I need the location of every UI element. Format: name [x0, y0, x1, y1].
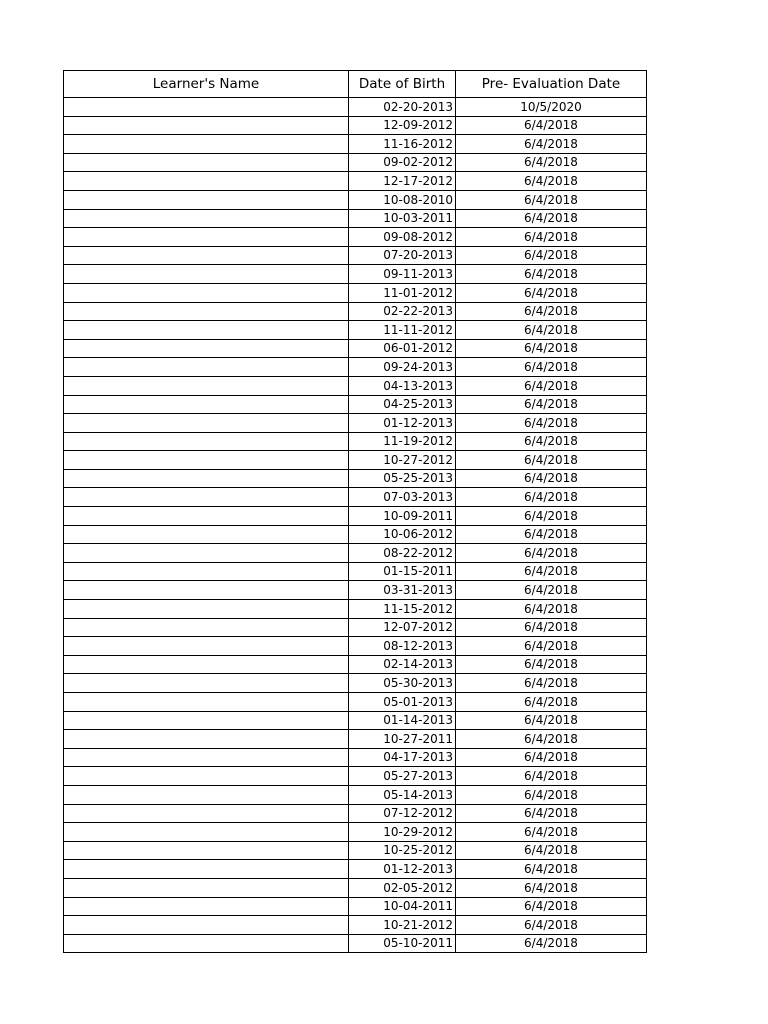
- date-of-birth-cell: 10-27-2011: [349, 730, 456, 749]
- pre-evaluation-date-cell: 6/4/2018: [456, 674, 647, 693]
- table-row: [64, 98, 647, 117]
- table-row: [64, 934, 647, 953]
- date-of-birth-cell: 10-03-2011: [349, 209, 456, 228]
- date-of-birth-cell: 10-21-2012: [349, 916, 456, 935]
- learner-name-cell: [64, 507, 349, 526]
- learner-name-cell: [64, 878, 349, 897]
- learner-name-cell: [64, 637, 349, 656]
- date-of-birth-cell: 10-08-2010: [349, 190, 456, 209]
- learner-name-cell: [64, 209, 349, 228]
- table-row: [64, 655, 647, 674]
- table-row: [64, 209, 647, 228]
- date-of-birth-cell: 09-24-2013: [349, 358, 456, 377]
- learner-name-cell: [64, 841, 349, 860]
- learner-name-cell: [64, 767, 349, 786]
- table-row: [64, 804, 647, 823]
- pre-evaluation-date-cell: 6/4/2018: [456, 693, 647, 712]
- table-row: [64, 153, 647, 172]
- table-row: [64, 878, 647, 897]
- pre-evaluation-date-cell: 10/5/2020: [456, 98, 647, 117]
- table-row: [64, 618, 647, 637]
- learner-name-cell: [64, 246, 349, 265]
- date-of-birth-cell: 06-01-2012: [349, 339, 456, 358]
- learner-name-cell: [64, 116, 349, 135]
- pre-evaluation-date-cell: 6/4/2018: [456, 655, 647, 674]
- table-row: [64, 581, 647, 600]
- table-row: [64, 376, 647, 395]
- pre-evaluation-date-cell: 6/4/2018: [456, 544, 647, 563]
- date-of-birth-cell: 12-17-2012: [349, 172, 456, 191]
- table-row: [64, 767, 647, 786]
- table-row: [64, 488, 647, 507]
- pre-evaluation-date-cell: 6/4/2018: [456, 469, 647, 488]
- header-row: [64, 71, 647, 98]
- table-row: [64, 600, 647, 619]
- learner-name-cell: [64, 153, 349, 172]
- pre-evaluation-date-cell: 6/4/2018: [456, 730, 647, 749]
- table-row: [64, 432, 647, 451]
- table-row: [64, 860, 647, 879]
- learner-name-cell: [64, 674, 349, 693]
- pre-evaluation-date-cell: 6/4/2018: [456, 823, 647, 842]
- date-of-birth-cell: 05-30-2013: [349, 674, 456, 693]
- date-of-birth-cell: 09-02-2012: [349, 153, 456, 172]
- pre-evaluation-date-cell: 6/4/2018: [456, 153, 647, 172]
- date-of-birth-cell: 04-13-2013: [349, 376, 456, 395]
- learner-name-cell: [64, 916, 349, 935]
- pre-evaluation-date-cell: 6/4/2018: [456, 748, 647, 767]
- learner-name-cell: [64, 860, 349, 879]
- learner-name-cell: [64, 748, 349, 767]
- pre-evaluation-date-cell: 6/4/2018: [456, 246, 647, 265]
- date-of-birth-cell: 02-05-2012: [349, 878, 456, 897]
- table-row: [64, 228, 647, 247]
- table-row: [64, 265, 647, 284]
- date-of-birth-cell: 04-17-2013: [349, 748, 456, 767]
- table-row: [64, 748, 647, 767]
- pre-evaluation-date-cell: 6/4/2018: [456, 302, 647, 321]
- table-row: [64, 395, 647, 414]
- pre-evaluation-date-cell: 6/4/2018: [456, 228, 647, 247]
- learner-name-cell: [64, 804, 349, 823]
- date-of-birth-cell: 09-08-2012: [349, 228, 456, 247]
- date-of-birth-cell: 10-27-2012: [349, 451, 456, 470]
- table-body: [64, 98, 647, 953]
- date-of-birth-cell: 05-10-2011: [349, 934, 456, 953]
- pre-evaluation-date-cell: 6/4/2018: [456, 711, 647, 730]
- learner-name-cell: [64, 98, 349, 117]
- table-row: [64, 674, 647, 693]
- learner-name-cell: [64, 265, 349, 284]
- table-row: [64, 116, 647, 135]
- learner-name-cell: [64, 339, 349, 358]
- learner-name-cell: [64, 451, 349, 470]
- header-pre-evaluation-date: Pre- Evaluation Date: [456, 71, 647, 98]
- pre-evaluation-date-cell: 6/4/2018: [456, 358, 647, 377]
- table-row: [64, 302, 647, 321]
- table-row: [64, 525, 647, 544]
- table-row: [64, 469, 647, 488]
- date-of-birth-cell: 01-12-2013: [349, 414, 456, 433]
- pre-evaluation-date-cell: 6/4/2018: [456, 860, 647, 879]
- date-of-birth-cell: 01-14-2013: [349, 711, 456, 730]
- learner-name-cell: [64, 135, 349, 154]
- date-of-birth-cell: 09-11-2013: [349, 265, 456, 284]
- learner-name-cell: [64, 785, 349, 804]
- table-row: [64, 283, 647, 302]
- date-of-birth-cell: 10-06-2012: [349, 525, 456, 544]
- table-row: [64, 544, 647, 563]
- learner-name-cell: [64, 414, 349, 433]
- pre-evaluation-date-cell: 6/4/2018: [456, 878, 647, 897]
- pre-evaluation-date-cell: 6/4/2018: [456, 190, 647, 209]
- learner-name-cell: [64, 302, 349, 321]
- table-row: [64, 711, 647, 730]
- pre-evaluation-date-cell: 6/4/2018: [456, 116, 647, 135]
- learner-name-cell: [64, 730, 349, 749]
- date-of-birth-cell: 11-15-2012: [349, 600, 456, 619]
- date-of-birth-cell: 05-27-2013: [349, 767, 456, 786]
- pre-evaluation-date-cell: 6/4/2018: [456, 376, 647, 395]
- pre-evaluation-date-cell: 6/4/2018: [456, 841, 647, 860]
- learner-name-cell: [64, 711, 349, 730]
- pre-evaluation-date-cell: 6/4/2018: [456, 209, 647, 228]
- table-row: [64, 172, 647, 191]
- learner-name-cell: [64, 897, 349, 916]
- date-of-birth-cell: 07-20-2013: [349, 246, 456, 265]
- learner-name-cell: [64, 581, 349, 600]
- date-of-birth-cell: 04-25-2013: [349, 395, 456, 414]
- learner-name-cell: [64, 283, 349, 302]
- learner-name-cell: [64, 321, 349, 340]
- table-row: [64, 637, 647, 656]
- table-row: [64, 451, 647, 470]
- pre-evaluation-date-cell: 6/4/2018: [456, 172, 647, 191]
- learner-name-cell: [64, 228, 349, 247]
- learner-name-cell: [64, 934, 349, 953]
- pre-evaluation-date-cell: 6/4/2018: [456, 135, 647, 154]
- learner-name-cell: [64, 693, 349, 712]
- table-row: [64, 841, 647, 860]
- learner-name-cell: [64, 562, 349, 581]
- learner-name-cell: [64, 618, 349, 637]
- pre-evaluation-date-cell: 6/4/2018: [456, 637, 647, 656]
- learner-name-cell: [64, 190, 349, 209]
- learner-name-cell: [64, 600, 349, 619]
- table-row: [64, 414, 647, 433]
- table-row: [64, 693, 647, 712]
- learner-name-cell: [64, 655, 349, 674]
- table-row: [64, 897, 647, 916]
- date-of-birth-cell: 12-09-2012: [349, 116, 456, 135]
- pre-evaluation-date-cell: 6/4/2018: [456, 581, 647, 600]
- pre-evaluation-date-cell: 6/4/2018: [456, 432, 647, 451]
- date-of-birth-cell: 08-12-2013: [349, 637, 456, 656]
- learner-name-cell: [64, 469, 349, 488]
- pre-evaluation-date-cell: 6/4/2018: [456, 395, 647, 414]
- date-of-birth-cell: 01-12-2013: [349, 860, 456, 879]
- table-row: [64, 916, 647, 935]
- date-of-birth-cell: 11-16-2012: [349, 135, 456, 154]
- date-of-birth-cell: 07-12-2012: [349, 804, 456, 823]
- learner-name-cell: [64, 544, 349, 563]
- date-of-birth-cell: 05-01-2013: [349, 693, 456, 712]
- learner-name-cell: [64, 376, 349, 395]
- date-of-birth-cell: 11-19-2012: [349, 432, 456, 451]
- learner-table: [63, 70, 647, 953]
- date-of-birth-cell: 08-22-2012: [349, 544, 456, 563]
- pre-evaluation-date-cell: 6/4/2018: [456, 897, 647, 916]
- date-of-birth-cell: 12-07-2012: [349, 618, 456, 637]
- date-of-birth-cell: 02-22-2013: [349, 302, 456, 321]
- table-row: [64, 246, 647, 265]
- date-of-birth-cell: 07-03-2013: [349, 488, 456, 507]
- date-of-birth-cell: 10-25-2012: [349, 841, 456, 860]
- pre-evaluation-date-cell: 6/4/2018: [456, 488, 647, 507]
- pre-evaluation-date-cell: 6/4/2018: [456, 414, 647, 433]
- table-row: [64, 339, 647, 358]
- pre-evaluation-date-cell: 6/4/2018: [456, 618, 647, 637]
- date-of-birth-cell: 10-29-2012: [349, 823, 456, 842]
- pre-evaluation-date-cell: 6/4/2018: [456, 916, 647, 935]
- learner-name-cell: [64, 172, 349, 191]
- table-row: [64, 135, 647, 154]
- pre-evaluation-date-cell: 6/4/2018: [456, 507, 647, 526]
- table-row: [64, 190, 647, 209]
- header-learners-name: Learner's Name: [64, 71, 349, 98]
- date-of-birth-cell: 05-14-2013: [349, 785, 456, 804]
- pre-evaluation-date-cell: 6/4/2018: [456, 339, 647, 358]
- table-row: [64, 730, 647, 749]
- pre-evaluation-date-cell: 6/4/2018: [456, 767, 647, 786]
- pre-evaluation-date-cell: 6/4/2018: [456, 283, 647, 302]
- date-of-birth-cell: 10-09-2011: [349, 507, 456, 526]
- table-row: [64, 358, 647, 377]
- date-of-birth-cell: 11-01-2012: [349, 283, 456, 302]
- date-of-birth-cell: 05-25-2013: [349, 469, 456, 488]
- table-row: [64, 321, 647, 340]
- pre-evaluation-date-cell: 6/4/2018: [456, 934, 647, 953]
- table-row: [64, 823, 647, 842]
- table-row: [64, 507, 647, 526]
- pre-evaluation-date-cell: 6/4/2018: [456, 562, 647, 581]
- learner-name-cell: [64, 432, 349, 451]
- pre-evaluation-date-cell: 6/4/2018: [456, 804, 647, 823]
- learner-name-cell: [64, 823, 349, 842]
- pre-evaluation-date-cell: 6/4/2018: [456, 525, 647, 544]
- table-row: [64, 785, 647, 804]
- learner-name-cell: [64, 395, 349, 414]
- pre-evaluation-date-cell: 6/4/2018: [456, 785, 647, 804]
- date-of-birth-cell: 03-31-2013: [349, 581, 456, 600]
- pre-evaluation-date-cell: 6/4/2018: [456, 321, 647, 340]
- header-date-of-birth: Date of Birth: [349, 71, 456, 98]
- date-of-birth-cell: 01-15-2011: [349, 562, 456, 581]
- learner-name-cell: [64, 358, 349, 377]
- date-of-birth-cell: 10-04-2011: [349, 897, 456, 916]
- table-row: [64, 562, 647, 581]
- pre-evaluation-date-cell: 6/4/2018: [456, 600, 647, 619]
- learner-name-cell: [64, 488, 349, 507]
- date-of-birth-cell: 11-11-2012: [349, 321, 456, 340]
- date-of-birth-cell: 02-14-2013: [349, 655, 456, 674]
- pre-evaluation-date-cell: 6/4/2018: [456, 451, 647, 470]
- pre-evaluation-date-cell: 6/4/2018: [456, 265, 647, 284]
- learner-name-cell: [64, 525, 349, 544]
- date-of-birth-cell: 02-20-2013: [349, 98, 456, 117]
